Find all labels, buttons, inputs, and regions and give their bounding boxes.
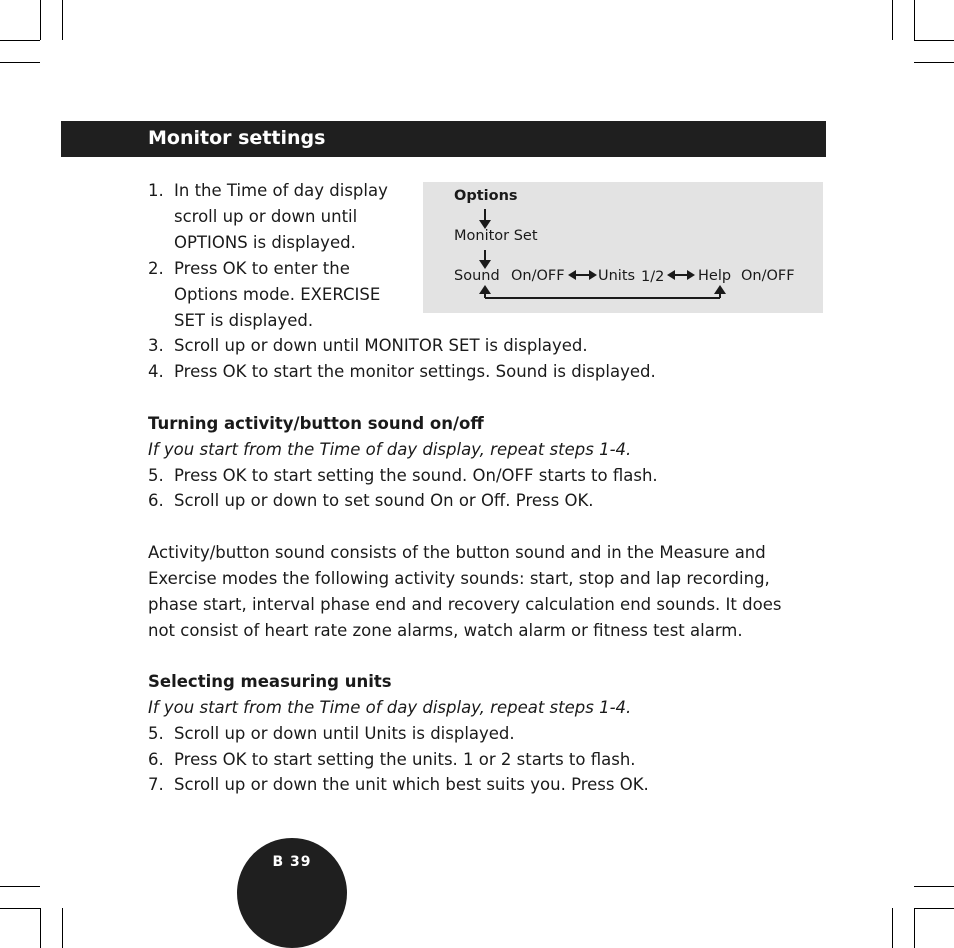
step-text: Press OK to enter the — [174, 259, 350, 278]
crop-mark — [0, 908, 40, 909]
crop-mark — [0, 40, 40, 41]
diagram-sound-label: Sound — [454, 268, 500, 284]
section-title: Monitor settings — [148, 127, 326, 149]
step-number: 2. — [148, 259, 164, 278]
step-number: 3. — [148, 336, 164, 355]
crop-mark — [892, 0, 893, 40]
crop-mark — [914, 908, 954, 909]
page-number-badge — [237, 838, 347, 948]
step-text: Options mode. EXERCISE — [174, 285, 381, 304]
step-text: SET is displayed. — [174, 311, 314, 330]
note-units: If you start from the Time of day display, repeat steps 1-4. — [148, 698, 632, 717]
crop-mark — [914, 908, 915, 948]
step-text: OPTIONS is displayed. — [174, 233, 356, 252]
page-number: B 39 — [272, 854, 312, 870]
menu-flow-diagram — [423, 182, 823, 313]
paragraph-line: phase start, interval phase end and recovery calculation end sounds. It does — [148, 595, 782, 614]
crop-mark — [914, 62, 954, 63]
crop-mark — [62, 908, 63, 948]
crop-mark — [40, 908, 41, 948]
step-number: 1. — [148, 181, 164, 200]
crop-mark — [914, 886, 954, 887]
diagram-monitor-set-label: Monitor Set — [454, 228, 538, 244]
step-text: Press OK to start setting the sound. On/OFF starts to flash. — [174, 466, 658, 485]
step-text: In the Time of day display — [174, 181, 388, 200]
crop-mark — [62, 0, 63, 40]
note-sound: If you start from the Time of day display, repeat steps 1-4. — [148, 440, 632, 459]
step-number: 5. — [148, 466, 164, 485]
crop-mark — [40, 0, 41, 40]
paragraph-line: Activity/button sound consists of the button sound and in the Measure and — [148, 543, 766, 562]
step-text: Scroll up or down until MONITOR SET is displayed. — [174, 336, 588, 355]
step-number: 6. — [148, 491, 164, 510]
step-text: Press OK to start the monitor settings. Sound is displayed. — [174, 362, 656, 381]
crop-mark — [0, 886, 40, 887]
step-text: scroll up or down until — [174, 207, 358, 226]
paragraph-line: Exercise modes the following activity sounds: start, stop and lap recording, — [148, 569, 770, 588]
diagram-units-value: 1/2 — [641, 269, 665, 285]
section-title-bar — [61, 121, 826, 157]
diagram-help-label: Help — [698, 268, 732, 284]
crop-mark — [914, 0, 915, 40]
crop-mark — [892, 908, 893, 948]
subheading-sound: Turning activity/button sound on/off — [148, 414, 484, 433]
crop-mark — [0, 62, 40, 63]
step-number: 4. — [148, 362, 164, 381]
diagram-sound-value: On/OFF — [511, 268, 565, 284]
step-text: Press OK to start setting the units. 1 or 2 starts to flash. — [174, 750, 636, 769]
diagram-options-label: Options — [454, 188, 518, 204]
diagram-units-label: Units — [598, 268, 636, 284]
step-number: 7. — [148, 775, 164, 794]
step-number: 5. — [148, 724, 164, 743]
paragraph-line: not consist of heart rate zone alarms, watch alarm or fitness test alarm. — [148, 621, 743, 640]
step-text: Scroll up or down to set sound On or Off. Press OK. — [174, 491, 594, 510]
step-text: Scroll up or down the unit which best suits you. Press OK. — [174, 775, 649, 794]
diagram-help-value: On/OFF — [741, 268, 795, 284]
subheading-units: Selecting measuring units — [148, 672, 392, 691]
crop-mark — [914, 40, 954, 41]
step-text: Scroll up or down until Units is displayed. — [174, 724, 515, 743]
step-number: 6. — [148, 750, 164, 769]
